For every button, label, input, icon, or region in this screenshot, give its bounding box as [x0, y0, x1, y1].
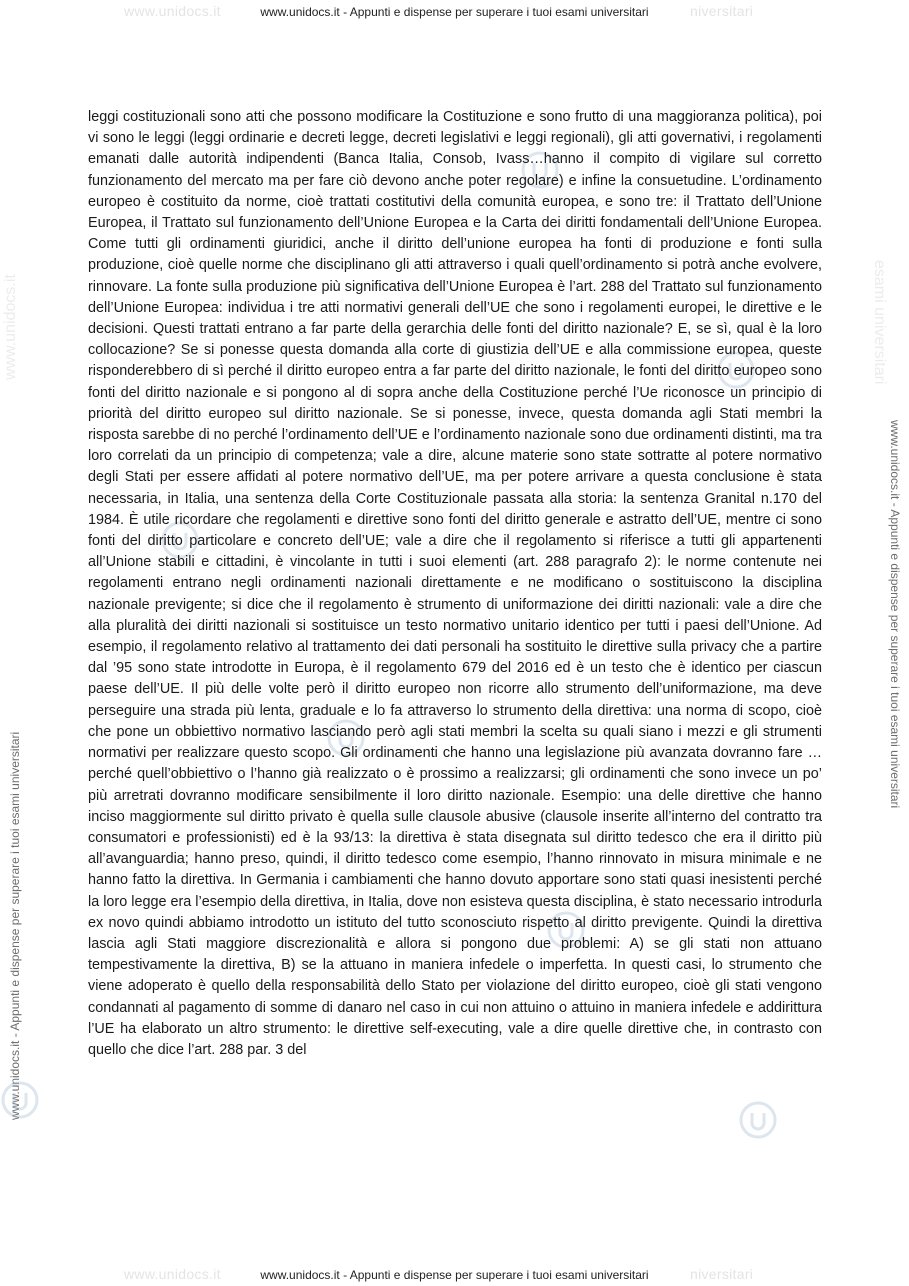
watermark-top-right: niversitari [690, 3, 754, 19]
watermark-bottom-left: www.unidocs.it [124, 1266, 221, 1282]
side-watermark-left: www.unidocs.it - Appunti e dispense per superare i tuoi esami universitari [8, 731, 22, 1120]
page-footer: www.unidocs.it - Appunti e dispense per superare i tuoi esami universitari [260, 1268, 649, 1282]
ghost-watermark-left: www.unidocs.it [2, 274, 19, 380]
side-watermark-right: www.unidocs.it - Appunti e dispense per superare i tuoi esami universitari [888, 420, 902, 809]
ghost-watermark-right: esami universitari [871, 260, 888, 385]
unidocs-logo-icon [738, 1100, 778, 1140]
page-header: www.unidocs.it - Appunti e dispense per superare i tuoi esami universitari [260, 5, 649, 19]
document-body-text: leggi costituzionali sono atti che possono modificare la Costituzione e sono frutto di una maggioranza politica), poi vi sono le leggi (leggi ordinarie e decreti legge, decreti legislativi e leggi regionali), gli atti governativi, i regolamenti emanati dalle autorità indipendenti (Banca Italia, Consob, Ivass…hanno il compito di vigilare sul corretto funzionamento del mercato ma per fare ciò devono anche poter regolare) e infine la consuetudine. L’ordinamento europeo è costituito da norme, cioè trattati costitutivi della comunità europea, e sono tre: il Trattato dell’Unione Europea, il Trattato sul funzionamento dell’Unione Europea e la Carta dei diritti fondamentali dell’Unione Europea. Come tutti gli ordinamenti giuridici, anche il diritto dell’unione europea ha fonti di produzione e fonti sulla produzione, cioè quelle norme che disciplinano gli atti attraverso i quali quell’ordinamento si potrà anche evolvere, rinnovare. La fonte sulla produzione più significativa dell’Unione Europea è l’art. 288 del Trattato sul funzionamento dell’Unione Europea: individua i tre atti normativi generali dell’UE che sono i regolamenti europei, le direttive e le decisioni. Questi trattati entrano a far parte della gerarchia delle fonti del diritto nazionale? E, se sì, qual è la loro collocazione? Se si ponesse questa domanda alla corte di giustizia dell’UE e alla commissione europea, queste risponderebbero di sì perché il diritto europeo entra a far parte del diritto nazionale, le fonti del diritto europeo sono fonti del diritto nazionale e si pongono al di sopra anche della Costituzione perché l’Ue riconosce un principio di priorità del diritto europeo sul diritto nazionale. Se si ponesse, invece, questa domanda agli Stati membri la risposta sarebbe di no perché l’ordinamento dell’UE e l’ordinamento nazionale sono due ordinamenti distinti, ma tra loro correlati da un principio di competenza; vale a dire, alcune materie sono state sottratte al potere normativo degli Stati per essere affidati al potere normativo dell’UE, ma per potere arrivare a questa conclusione è stata necessaria, in Italia, una sentenza della Corte Costituzionale passata alla storia: la sentenza Granital n.170 del 1984. È utile ricordare che regolamenti e direttive sono fonti del diritto generale e astratto dell’UE, mentre ci sono fonti del diritto particolare e concreto dell’UE; vale a dire che il regolamento si riferisce a tutti gli appartenenti all’Unione stabili e cittadini, è vincolante in tutti i suoi elementi (art. 288 paragrafo 2): le norme contenute nei regolamenti entrano negli ordinamenti nazionali direttamente e ne modificano o sostituiscono la disciplina nazionale previgente; si dice che il regolamento è strumento di uniformazione dei diritti nazionali: vale a dire che alla pluralità dei diritti nazionali si sostituisce un testo normativo unitario identico per tutti i paesi dell’Unione. Ad esempio, il regolamento relativo al trattamento dei dati personali ha sostituito le direttive sulla privacy che a partire dal ’95 sono state introdotte in Europa, è il regolamento 679 del 2016 ed è un testo che è identico per ciascun paese dell’UE. Il più delle volte però il diritto europeo non ricorre allo strumento dell’uniformazione, ma deve perseguire una strada più lenta, graduale e lo fa attraverso lo strumento della direttiva: una norma di scopo, cioè che pone un obbiettivo normativo lasciando però agli stati membri la scelta su quali siano i mezzi e gli strumenti normativi per realizzare questo scopo. Gli ordinamenti che hanno una legislazione più avanzata dovranno fare … perché quell’obbiettivo o l’hanno già realizzato o è prossimo a realizzarsi; gli ordinamenti che sono invece un po’ più arretrati dovranno modificare sensibilmente il loro diritto nazionale. Esempio: una delle direttive che hanno inciso maggiormente sul diritto privato è quella sulle clausole abusive (clausole inserite all’interno del contratto tra consumatori e professionisti) ed è la 93/13: la direttiva è stata disegnata sul diritto tedesco che era il diritto più all’avanguardia; hanno preso, quindi, il diritto tedesco come esempio, l’hanno rinnovato in misura minimale e ne hanno fatto la direttiva. In Germania i cambiamenti che hanno dovuto apportare sono stati quasi inesistenti perché la loro legge era l’esempio della direttiva, in Italia, dove non esisteva questa disciplina, è stato necessario introdurla ex novo quindi abbiamo introdotto un istituto del tutto sconosciuto rispetto al diritto previgente. Quindi la direttiva lascia agli Stati maggiore discrezionalità e allora si pongono due problemi: A) se gli stati non attuano tempestivamente la direttiva, B) se la attuano in maniera infedele o imperfetta. In questi casi, lo strumento che viene adoperato è quello della responsabilità dello Stato per violazione del diritto europeo, cioè gli stati vengono condannati al pagamento di somme di danaro nel caso in cui non attuino o attuino in maniera infedele e addirittura l’UE ha elaborato un altro strumento: le direttive self-executing, vale a dire quelle direttive che, in contrasto con quello che dice l’art. 288 par. 3 del [88, 109, 822, 1058]
watermark-bottom-right: niversitari [690, 1266, 754, 1282]
unidocs-logo-icon [0, 1080, 40, 1120]
watermark-top-left: www.unidocs.it [124, 3, 221, 19]
